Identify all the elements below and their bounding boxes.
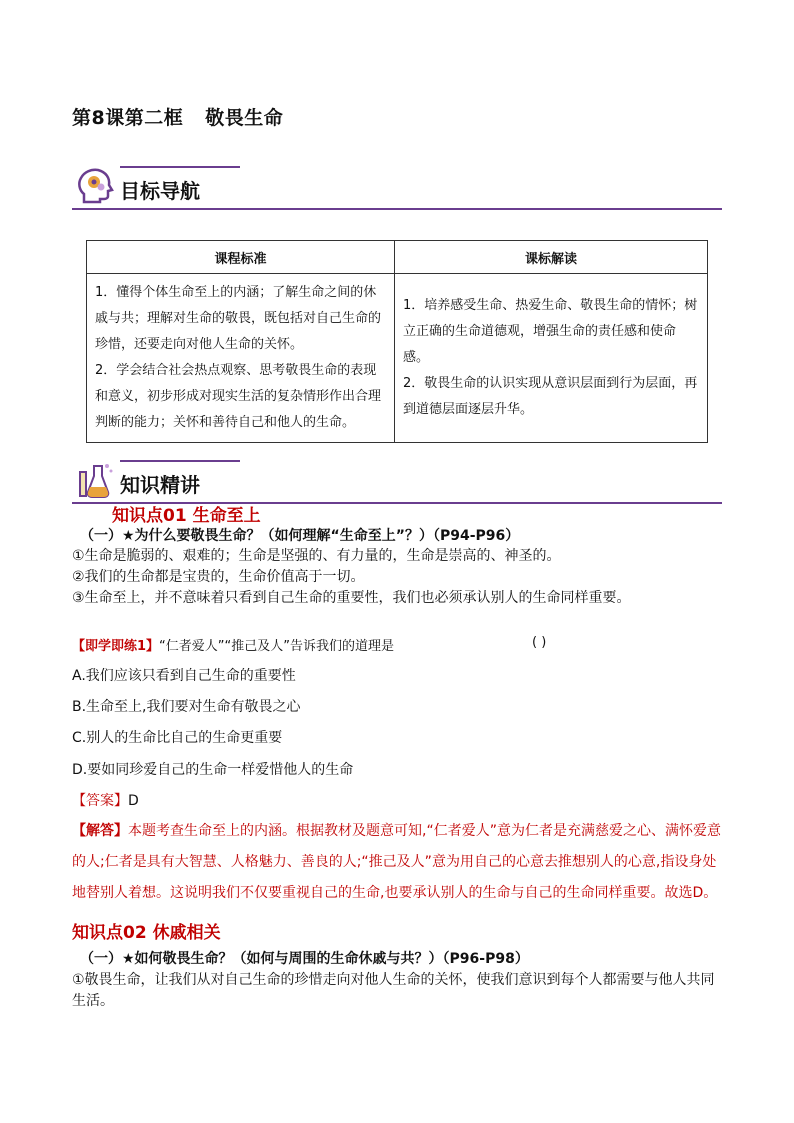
- interpretation-cell: [395, 274, 708, 443]
- answer-line: [72, 790, 139, 810]
- table-header-standard: 课程标准: [87, 241, 395, 274]
- page-title: [72, 103, 283, 130]
- head-gears-icon: [74, 166, 114, 206]
- section-header-goals: [72, 166, 722, 210]
- interpretation-item: 2．敬畏生命的认识实现从意识层面到行为层面，再到道德层面逐层升华。: [403, 376, 698, 417]
- practice-stem: “仁者爱人”“推己及人”告诉我们的道理是: [159, 639, 394, 654]
- option-b: B.生命至上,我们要对生命有敬畏之心: [72, 699, 301, 715]
- option-c: C.别人的生命比自己的生命更重要: [72, 730, 283, 746]
- explain-text: 本题考查生命至上的内涵。根据教材及题意可知,“仁者爱人”意为仁者是充满慈爱之心、满怀爱意的人;仁者是具有大智慧、人格魅力、善良的人;“推己及人”意为用自己的心意去推想别人的心意,指设身处地替别人着想。这说明我们不仅要重视自己的生命,也要承认别人的生命与自己的生命同样重要。故选D。: [72, 823, 721, 901]
- lesson-label: 第8课第二框: [72, 107, 184, 129]
- point-item: ①敬畏生命，让我们从对自己生命的珍惜走向对他人生命的关怀，使我们意识到每个人都需要与他人共同生活。: [72, 972, 715, 1009]
- header-rule: [72, 208, 722, 210]
- table-header-row: [87, 241, 708, 274]
- question-heading: （一）★如何敬畏生命？（如何与周围的生命休戚与共？）（P96-P98）: [80, 951, 529, 967]
- answer-tag: 【答案】: [72, 793, 128, 809]
- knowledge-point-title: 知识点01 生命至上: [112, 506, 261, 526]
- standard-item: 2．学会结合社会热点观察、思考敬畏生命的表现和意义，初步形成对现实生活的复杂情形作出合理判断的能力；关怀和善待自己和他人的生命。: [95, 363, 382, 430]
- lab-flask-icon: [74, 460, 114, 500]
- point-item: ②我们的生命都是宝贵的，生命价值高于一切。: [72, 569, 365, 585]
- point-item: ③生命至上，并不意味着只看到自己生命的重要性，我们也必须承认别人的生命同样重要。: [72, 590, 631, 606]
- point-item: ①生命是脆弱的、艰难的；生命是坚强的、有力量的，生命是崇高的、神圣的。: [72, 548, 561, 564]
- table-row: [87, 274, 708, 443]
- kp1-points: [72, 546, 722, 609]
- header-top-line: [120, 166, 240, 168]
- practice-tag: 【即学即练1】: [72, 639, 160, 654]
- section-title-knowledge: 知识精讲: [120, 473, 200, 497]
- interpretation-item: 1．培养感受生命、热爱生命、敬畏生命的情怀；树立正确的生命道德观，增强生命的责任感和使命感。: [403, 298, 698, 365]
- answer-blank: ( ): [532, 635, 547, 650]
- table-header-interpretation: 课标解读: [395, 241, 708, 274]
- kp2-points: [72, 970, 722, 1012]
- curriculum-table: [86, 240, 708, 443]
- answer-value: D: [128, 793, 139, 809]
- lesson-topic: 敬畏生命: [205, 107, 284, 129]
- knowledge-point-title: 知识点02 休戚相关: [72, 923, 221, 943]
- standard-cell: [87, 274, 395, 443]
- explain-tag: 【解答】: [72, 823, 128, 839]
- standard-item: 1．懂得个体生命至上的内涵；了解生命之间的休戚与共；理解对生命的敬畏，既包括对自己生命的珍惜，还要走向对他人生命的关怀。: [95, 285, 382, 352]
- option-a: A.我们应该只看到自己生命的重要性: [72, 668, 296, 684]
- question-heading: （一）★为什么要敬畏生命？（如何理解“生命至上”？）（P94-P96）: [80, 528, 520, 544]
- explanation: [72, 816, 722, 909]
- header-top-line: [120, 460, 240, 462]
- option-d: D.要如同珍爱自己的生命一样爱惜他人的生命: [72, 762, 354, 778]
- section-header-knowledge: [72, 460, 722, 504]
- section-title-goals: 目标导航: [120, 179, 200, 203]
- practice-question: [72, 635, 394, 654]
